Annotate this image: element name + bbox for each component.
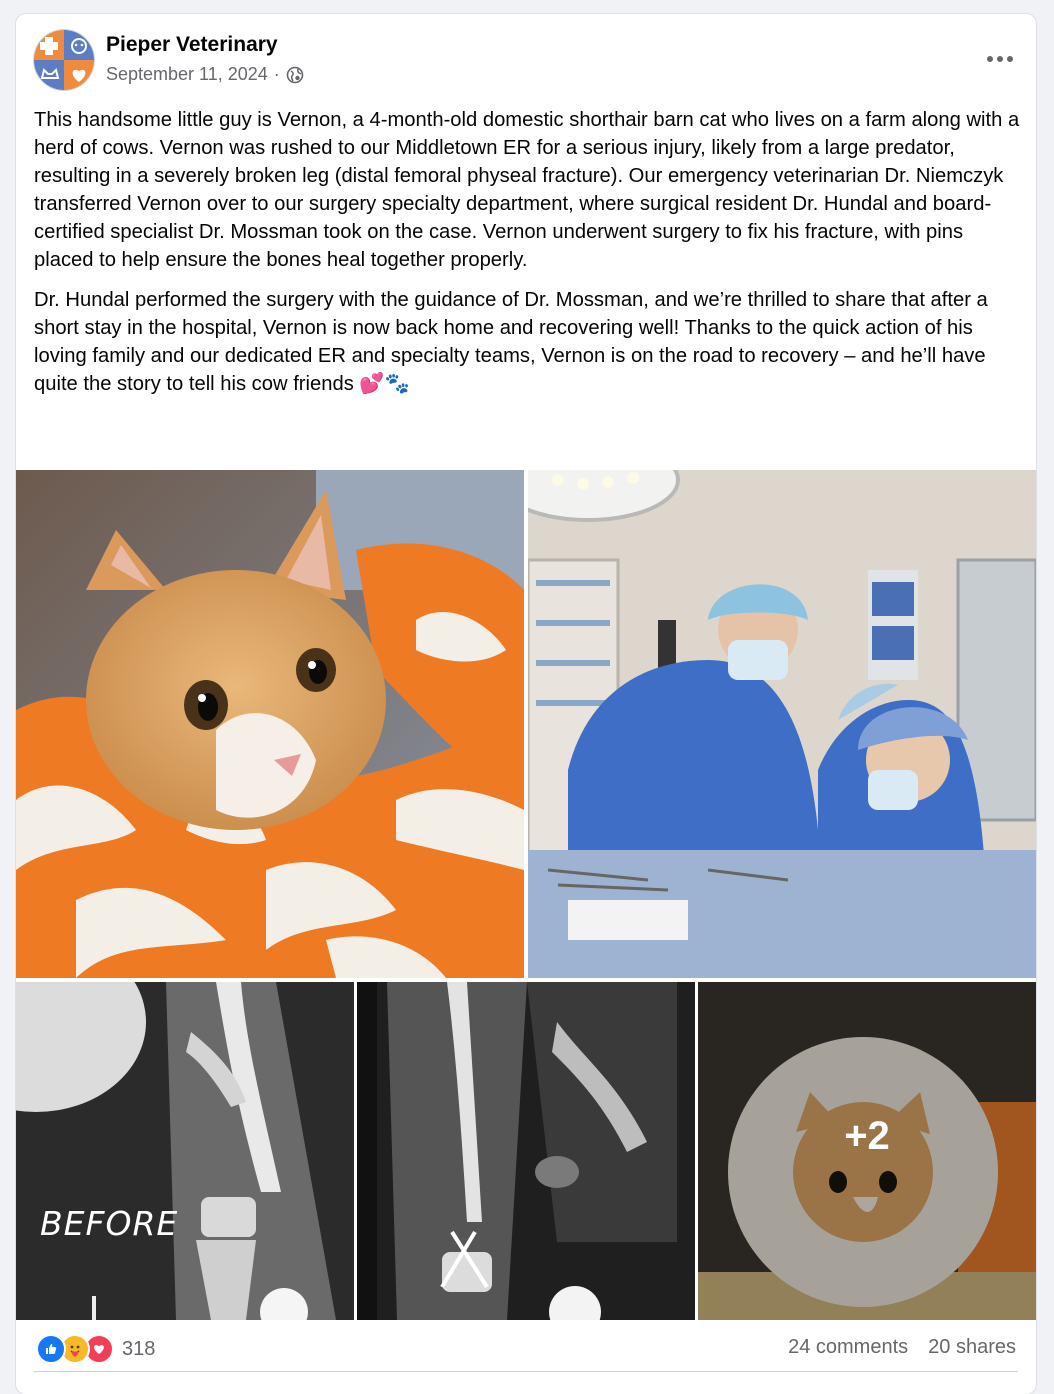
reaction-summary[interactable] xyxy=(36,1334,155,1364)
xray-after-image xyxy=(357,982,695,1320)
engagement-counts xyxy=(788,1336,1016,1359)
post-footer xyxy=(16,1322,1036,1372)
shares-count[interactable]: 20 shares xyxy=(928,1336,1016,1358)
page-avatar[interactable] xyxy=(34,30,94,90)
photo-kitten-blanket[interactable] xyxy=(16,470,524,978)
more-dot-icon xyxy=(1007,56,1013,62)
footer-divider xyxy=(34,1371,1018,1372)
post-meta xyxy=(106,64,304,85)
pieper-logo-icon xyxy=(34,30,94,90)
post-date[interactable]: September 11, 2024 xyxy=(106,64,268,84)
photo-xray-before[interactable] xyxy=(16,982,354,1320)
reaction-count[interactable]: 318 xyxy=(122,1337,156,1360)
surgery-photo-image xyxy=(528,470,1036,978)
more-options-button[interactable] xyxy=(980,42,1020,76)
more-photos-count: +2 xyxy=(844,1113,890,1158)
xray-before-image xyxy=(16,982,354,1320)
more-dot-icon xyxy=(987,56,993,62)
globe-icon[interactable] xyxy=(286,66,304,84)
like-icon xyxy=(36,1334,66,1364)
meta-separator: · xyxy=(273,64,280,84)
comments-count[interactable]: 24 comments xyxy=(788,1336,909,1358)
more-dot-icon xyxy=(997,56,1003,62)
post-paragraph-2: Dr. Hundal performed the surgery with the guidance of Dr. Mossman, and we’re thrilled to share that after a short stay in the hospital, Vernon is now back home and recovering well! Thanks to the quick action of his loving family and our dedicated ER and specialty teams, Vernon is on the road to recovery – and he’ll have quite the story to tell his cow friends 💕🐾 xyxy=(34,289,988,395)
post-text xyxy=(34,106,1024,410)
post-card xyxy=(16,14,1036,1394)
page-name[interactable]: Pieper Veterinary xyxy=(106,33,278,56)
before-label: BEFORE xyxy=(40,1204,179,1243)
post-header xyxy=(16,14,1036,104)
photo-surgery-team[interactable] xyxy=(528,470,1036,978)
photo-xray-after[interactable] xyxy=(357,982,695,1320)
post-paragraph-1: This handsome little guy is Vernon, a 4-month-old domestic shorthair barn cat who lives on a farm along with a herd of cows. Vernon was rushed to our Middletown ER for a serious injury, likely from a large predator, resulting in a severely broken leg (distal femoral physeal fracture). Our emergency veterinarian Dr. Niemczyk transferred Vernon over to our surgery specialty department, where surgical resident Dr. Hundal and board-certified specialist Dr. Mossman took on the case. Vernon underwent surgery to fix his fracture, with pins placed to help ensure the bones heal together properly. xyxy=(34,109,1020,271)
photo-more-overlay[interactable] xyxy=(698,982,1036,1320)
kitten-photo-image xyxy=(16,470,524,978)
photo-grid xyxy=(16,470,1036,1320)
